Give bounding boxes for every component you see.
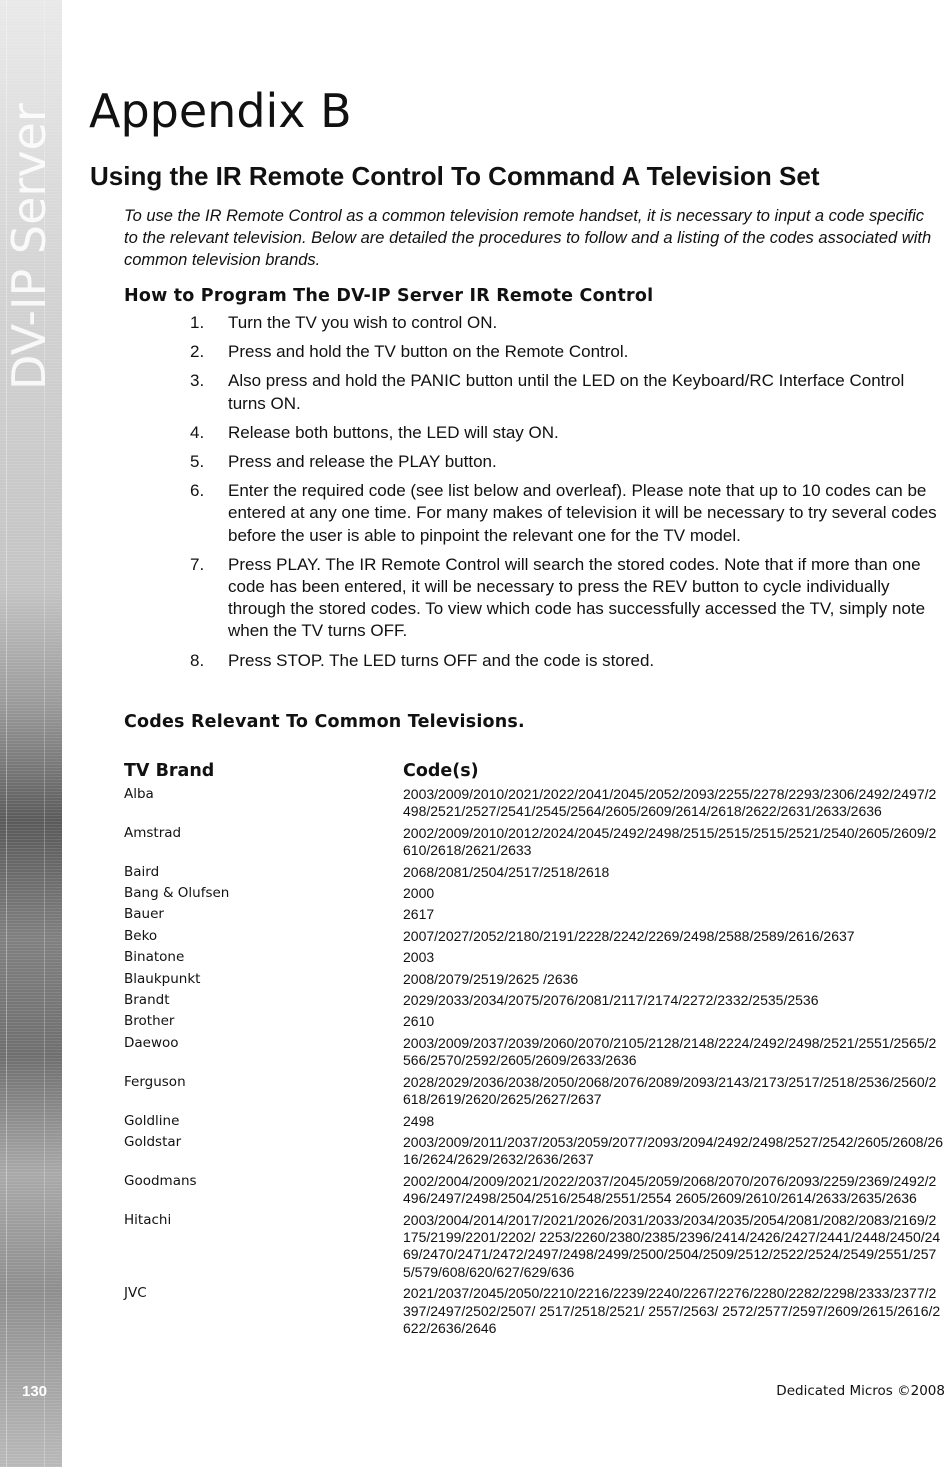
- brand-cell: Beko: [124, 927, 158, 944]
- step-item: [190, 370, 945, 414]
- page-number: 130: [22, 1383, 48, 1400]
- codes-cell: 2610: [403, 1013, 435, 1030]
- table-row: [124, 992, 944, 1009]
- table-row: [124, 825, 944, 860]
- brand-cell: Brother: [124, 1013, 175, 1030]
- brand-cell: Brandt: [124, 992, 170, 1009]
- codes-cell: 2000: [403, 885, 435, 902]
- brand-cell: Goodmans: [124, 1172, 197, 1189]
- step-text: Enter the required code (see list below and overleaf). Please note that up to 10 codes can be entered at any one time. For many makes of television it will be necessary to try several codes before the user is able to pinpoint the relevant one for the TV model.: [228, 481, 937, 545]
- step-item: [190, 341, 945, 363]
- step-item: [190, 451, 945, 473]
- step-number: 2.: [190, 342, 205, 362]
- brand-cell: Alba: [124, 786, 154, 802]
- table-row: [124, 949, 944, 966]
- codes-cell: 2003: [403, 949, 435, 966]
- codes-cell: 2007/2027/2052/2180/2191/2228/2242/2269/2498/2588/2589/2616/2637: [403, 927, 855, 944]
- step-item: [190, 554, 945, 643]
- step-text: Press STOP. The LED turns OFF and the code is stored.: [228, 650, 655, 670]
- codes-cell: 2021/2037/2045/2050/2210/2216/2239/2240/2267/2276/2280/2282/2298/2333/2377/2397/2497/2502/2507/ 2517/2518/2521/ 2557/2563/ 2572/2577/2597/2609/2615/2616/2622/2636/2646: [403, 1285, 941, 1336]
- step-number: 7.: [190, 554, 205, 574]
- step-item: [190, 312, 945, 334]
- codes-cell: 2002/2004/2009/2021/2022/2037/2045/2059/2068/2070/2076/2093/2259/2369/2492/2496/2497/2498/2504/2516/2548/2551/2554 2605/2609/2610/2614/2633/2635/2636: [403, 1172, 937, 1207]
- codes-cell: 2617: [403, 906, 435, 923]
- step-number: 8.: [190, 650, 205, 670]
- brand-cell: Goldstar: [124, 1133, 182, 1150]
- table-row: [124, 1212, 944, 1282]
- brand-cell: Binatone: [124, 949, 185, 966]
- intro-paragraph: To use the IR Remote Control as a common television remote handset, it is necessary to input a code specific to the relevant television. Below are detailed the procedures to follow and a listing of the codes associated with common television brands.: [124, 207, 932, 269]
- table-row: [124, 1285, 944, 1337]
- brand-cell: Amstrad: [124, 824, 182, 841]
- table-row: [124, 1074, 944, 1109]
- brand-cell: Daewoo: [124, 1034, 179, 1051]
- footer-copyright: Dedicated Micros ©2008: [776, 1383, 945, 1399]
- table-row: [124, 928, 944, 945]
- step-text: Press and hold the TV button on the Remote Control.: [228, 342, 629, 362]
- brand-cell: Baird: [124, 863, 160, 880]
- step-text: Press and release the PLAY button.: [228, 452, 497, 472]
- codes-cell: 2003/2004/2014/2017/2021/2026/2031/2033/2034/2035/2054/2081/2082/2083/2169/2175/2199/2201/2202/ 2253/2260/2380/2385/2396/2414/2426/2427/2441/2448/2450/2469/2470/2471/2472/2497/2498/2499/2500/2504/2509/2512/2522/2524/2549/2551/2575/579/608/620/627/629/636: [403, 1211, 941, 1280]
- brand-cell: Ferguson: [124, 1073, 186, 1090]
- table-row: [124, 1035, 944, 1070]
- brand-cell: JVC: [124, 1285, 147, 1302]
- table-row: [124, 1173, 944, 1208]
- codes-column-header: Code(s): [403, 761, 479, 781]
- codes-cell: 2008/2079/2519/2625 /2636: [403, 970, 579, 987]
- codes-cell: 2068/2081/2504/2517/2518/2618: [403, 863, 610, 880]
- table-row: [124, 1113, 944, 1130]
- step-text: Release both buttons, the LED will stay ON.: [228, 422, 559, 442]
- step-item: [190, 422, 945, 444]
- brand-cell: Bauer: [124, 906, 164, 923]
- step-number: 4.: [190, 422, 205, 442]
- step-number: 6.: [190, 481, 205, 501]
- step-text: Press PLAY. The IR Remote Control will search the stored codes. Note that if more than one code has been entered, it will be necessary to press the REV button to cycle individually through the stored codes. To view which code has successfully accessed the TV, simply note when the TV turns OFF.: [228, 554, 926, 641]
- codes-heading: Codes Relevant To Common Televisions.: [124, 712, 525, 732]
- codes-cell: 2028/2029/2036/2038/2050/2068/2076/2089/2093/2143/2173/2517/2518/2536/2560/2618/2619/2620/2625/2627/2637: [403, 1073, 937, 1108]
- section-title: Using the IR Remote Control To Command A Television Set: [90, 161, 820, 191]
- codes-cell: 2003/2009/2011/2037/2053/2059/2077/2093/2094/2492/2498/2527/2542/2605/2608/2616/2624/2629/2632/2636/2637: [403, 1133, 944, 1168]
- step-item: [190, 650, 945, 672]
- step-number: 3.: [190, 371, 205, 391]
- step-text: Also press and hold the PANIC button until the LED on the Keyboard/RC Interface Control turns ON.: [228, 371, 905, 413]
- step-text: Turn the TV you wish to control ON.: [228, 313, 498, 332]
- codes-cell: 2003/2009/2010/2021/2022/2041/2045/2052/2093/2255/2278/2293/2306/2492/2497/2498/2521/2527/2541/2545/2564/2605/2609/2614/2618/2622/2631/2633/2636: [403, 786, 937, 820]
- side-decorative-strip: [0, 0, 62, 1467]
- table-row: [124, 906, 944, 923]
- side-vertical-title: DV-IP Server: [2, 103, 56, 390]
- brand-cell: Bang & Olufsen: [124, 885, 230, 902]
- step-number: 5.: [190, 452, 205, 472]
- program-steps: [190, 312, 945, 679]
- table-row: [124, 971, 944, 988]
- brand-column-header: TV Brand: [124, 761, 215, 781]
- codes-cell: 2029/2033/2034/2075/2076/2081/2117/2174/2272/2332/2535/2536: [403, 992, 819, 1009]
- codes-cell: 2498: [403, 1112, 435, 1129]
- table-row: [124, 885, 944, 902]
- appendix-title: Appendix B: [89, 84, 352, 138]
- brand-cell: Blaukpunkt: [124, 970, 201, 987]
- codes-cell: 2003/2009/2037/2039/2060/2070/2105/2128/2148/2224/2492/2498/2521/2551/2565/2566/2570/2592/2605/2609/2633/2636: [403, 1034, 937, 1069]
- table-row: [124, 1013, 944, 1030]
- table-row: [124, 1134, 944, 1169]
- table-row: [124, 864, 944, 881]
- program-heading: How to Program The DV-IP Server IR Remote Control: [124, 286, 654, 306]
- step-number: 1.: [190, 313, 205, 332]
- tv-codes-table: [124, 786, 944, 1341]
- codes-cell: 2002/2009/2010/2012/2024/2045/2492/2498/2515/2515/2515/2521/2540/2605/2609/2610/2618/2621/2633: [403, 824, 937, 859]
- table-row: [124, 786, 944, 821]
- brand-cell: Goldline: [124, 1112, 180, 1129]
- brand-cell: Hitachi: [124, 1211, 172, 1228]
- step-item: [190, 480, 945, 547]
